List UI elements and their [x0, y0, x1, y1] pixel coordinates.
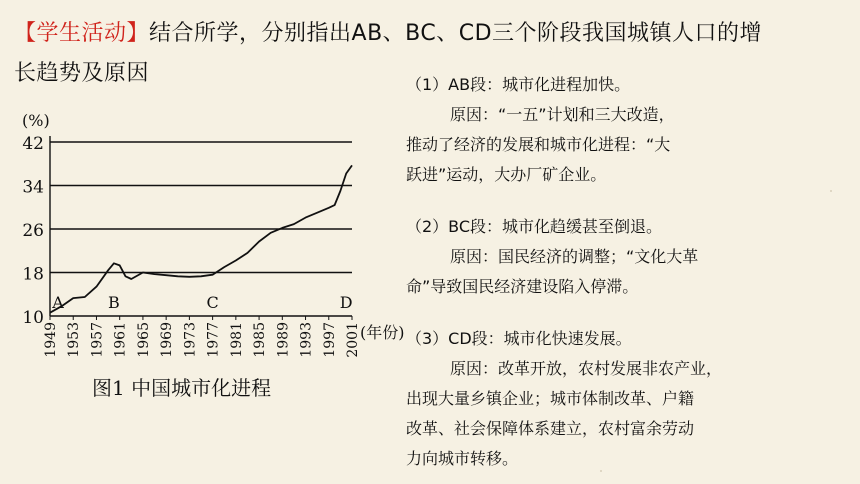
x-tick-label: 1965: [135, 322, 152, 358]
paper-speck: [830, 190, 832, 192]
x-tick-label: 1957: [89, 322, 106, 358]
bc-reason-line: 命”导致国民经济建设陷入停滞。: [406, 277, 639, 296]
x-tick-label: 2001: [345, 322, 361, 358]
x-tick-label: 1985: [252, 322, 269, 358]
ab-reason-line: 推动了经济的发展和城市化进程：“大: [406, 135, 671, 154]
y-tick-label: 10: [22, 308, 44, 328]
x-tick-label: 1989: [275, 322, 292, 358]
bc-title: （2）BC段：城市化趋缓甚至倒退。: [406, 217, 663, 236]
urbanization-line: [50, 165, 352, 312]
ab-section: [406, 70, 846, 190]
cd-reason-line: 改革、社会保障体系建立，农村富余劳动: [406, 419, 695, 438]
point-label-d: D: [339, 293, 353, 312]
x-tick-label: 1973: [182, 322, 199, 358]
chart-caption: 图1 中国城市化进程: [92, 376, 272, 400]
bc-reason-line: 原因：国民经济的调整；“文化大革: [450, 247, 699, 266]
x-tick-label: 1981: [228, 322, 245, 358]
y-tick-label: 34: [22, 177, 44, 198]
activity-question: 结合所学，分别指出AB、BC、CD三个阶段我国城镇人口的增长趋势及原因: [14, 21, 763, 86]
cd-reason-line: 原因：改革开放，农村发展非农产业，: [450, 359, 723, 378]
cd-reason-line: 力向城市转移。: [406, 449, 519, 468]
y-tick-label: 26: [22, 221, 44, 241]
x-tick-label: 1949: [43, 322, 59, 358]
activity-tag: 【学生活动】: [14, 21, 150, 46]
point-label-a: A: [52, 293, 64, 312]
point-label-c: C: [206, 293, 219, 312]
point-label-b: B: [108, 293, 120, 312]
cd-title: （3）CD段：城市化快速发展。: [406, 329, 632, 348]
x-tick-label: 1953: [66, 322, 83, 358]
y-tick-label: 42: [22, 134, 44, 154]
x-tick-label: 1969: [159, 322, 176, 358]
ab-reason-line: 跃进”运动，大办厂矿企业。: [406, 165, 607, 184]
cd-section: [406, 324, 846, 474]
bc-section: [406, 212, 846, 302]
urbanization-chart: [0, 96, 420, 416]
y-axis-label: (%): [22, 111, 50, 130]
x-tick-label: 1997: [321, 322, 338, 358]
x-tick-label: 1993: [298, 322, 315, 358]
y-tick-label: 18: [22, 264, 44, 285]
ab-reason-line: 原因：“一五”计划和三大改造，: [450, 105, 675, 124]
x-axis-label: (年份): [360, 323, 405, 342]
chart-svg: [0, 96, 420, 416]
x-tick-label: 1961: [112, 322, 129, 358]
ab-title: （1）AB段：城市化进程加快。: [406, 75, 631, 94]
x-tick-label: 1977: [205, 322, 222, 358]
cd-reason-line: 出现大量乡镇企业；城市体制改革、户籍: [406, 389, 695, 408]
